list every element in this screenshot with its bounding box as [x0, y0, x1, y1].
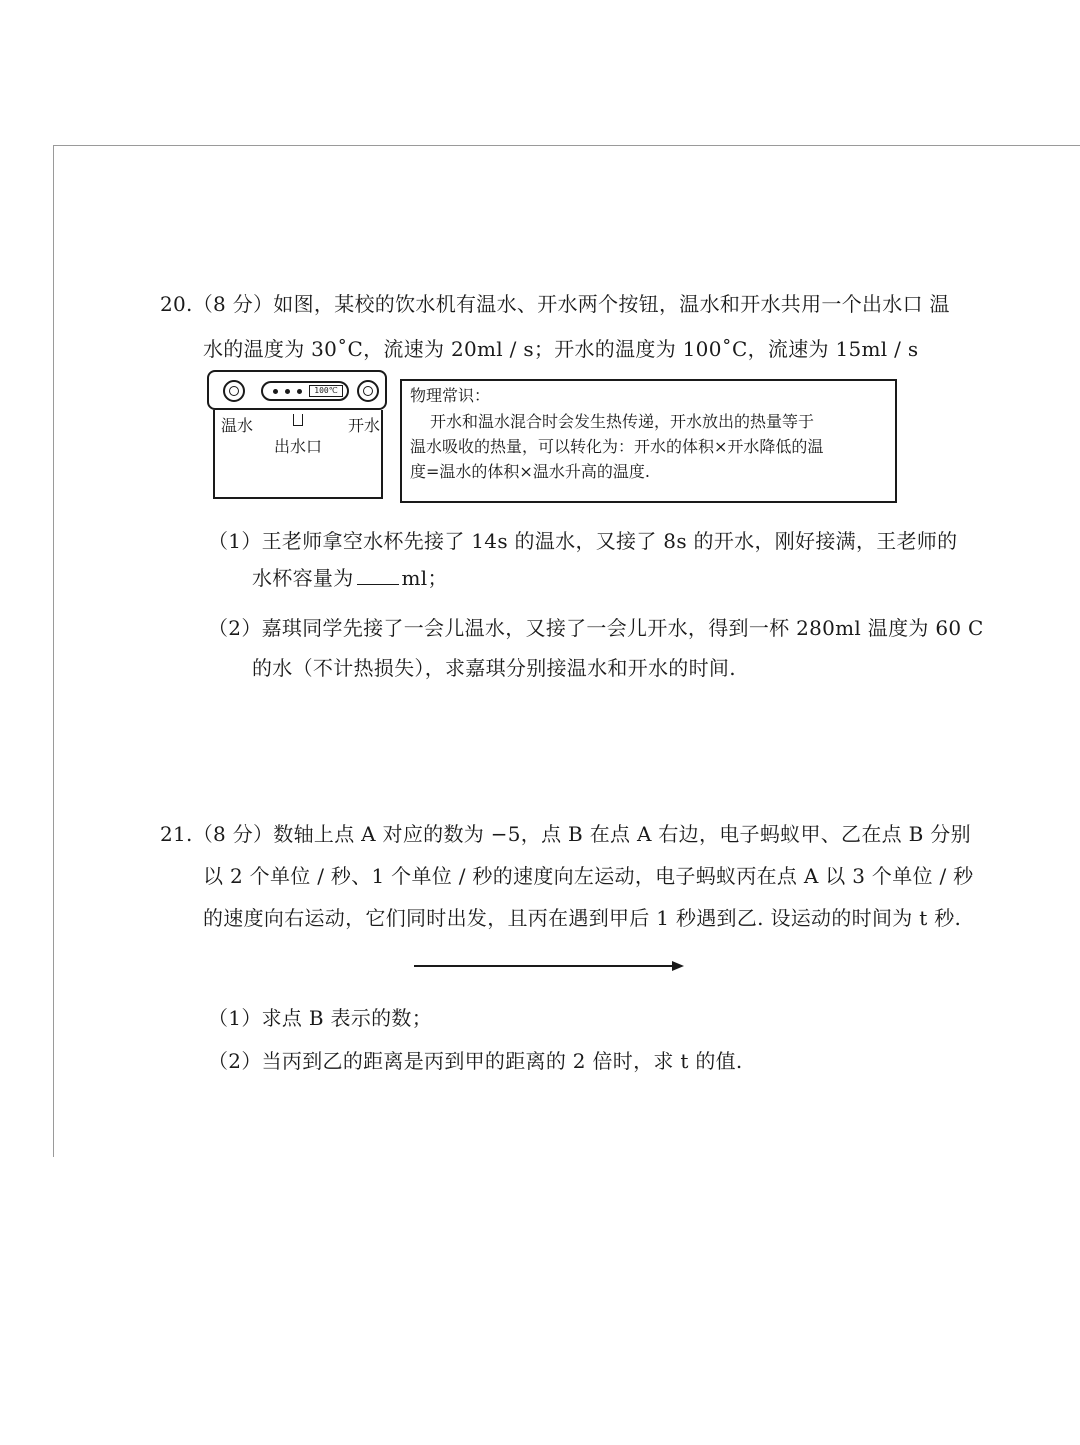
answer-blank[interactable]	[357, 566, 399, 585]
outlet-label: 出水口	[274, 437, 323, 456]
q21-part-1: （1）求点 B 表示的数；	[208, 1006, 433, 1030]
q20-stem-line-2: 水的温度为 30˚C，流速为 20ml / s；开水的温度为 100˚C，流速为 15ml / s	[203, 337, 919, 361]
q21-stem-line-1: 21.（8 分）数轴上点 A 对应的数为 −5，点 B 在点 A 右边，电子蚂蚁甲、乙在点 B 分别	[160, 822, 971, 846]
water-outlet-icon	[293, 414, 303, 426]
physics-tip-title: 物理常识：	[410, 386, 491, 405]
indicator-dot	[285, 389, 290, 394]
physics-tip-line-3: 度=温水的体积×温水升高的温度.	[410, 462, 650, 481]
temperature-display	[261, 381, 349, 401]
hot-water-button-icon	[357, 380, 379, 402]
q20-part-2-line-2: 的水（不计热损失），求嘉琪分别接温水和开水的时间.	[252, 656, 736, 680]
q20-part-1-line-1: （1）王老师拿空水杯先接了 14s 的温水，又接了 8s 的开水，刚好接满，王老师的	[208, 529, 958, 553]
q20-part-1-prefix: 水杯容量为	[252, 566, 354, 590]
indicator-dot	[273, 389, 278, 394]
q20-part-1-line-2	[252, 564, 448, 592]
hot-water-label: 开水	[348, 416, 381, 435]
number-line-arrow-icon	[414, 958, 684, 974]
temperature-readout: 100℃	[309, 385, 343, 397]
q21-stem-line-3: 的速度向右运动，它们同时出发，且丙在遇到甲后 1 秒遇到乙. 设运动的时间为 t 秒.	[203, 906, 962, 930]
warm-water-label: 温水	[221, 416, 254, 435]
dispenser-control-panel	[207, 370, 387, 410]
q20-part-1-suffix: ml；	[401, 566, 448, 590]
physics-tip-box	[400, 379, 897, 503]
q21-part-2: （2）当丙到乙的距离是丙到甲的距离的 2 倍时，求 t 的值.	[208, 1049, 743, 1073]
warm-water-button-icon	[223, 380, 245, 402]
physics-tip-line-1: 开水和温水混合时会发生热传递，开水放出的热量等于	[430, 412, 815, 431]
water-dispenser-diagram	[207, 370, 387, 500]
q21-stem-line-2: 以 2 个单位 / 秒、1 个单位 / 秒的速度向左运动，电子蚂蚁丙在点 A 以 3 个单位 / 秒	[203, 864, 974, 888]
q20-part-2-line-1: （2）嘉琪同学先接了一会儿温水，又接了一会儿开水，得到一杯 280ml 温度为 60 C	[208, 616, 984, 640]
indicator-dot	[297, 389, 302, 394]
physics-tip-line-2: 温水吸收的热量，可以转化为：开水的体积×开水降低的温	[410, 437, 824, 456]
q20-stem-line-1: 20.（8 分）如图，某校的饮水机有温水、开水两个按钮，温水和开水共用一个出水口 温	[160, 292, 950, 316]
